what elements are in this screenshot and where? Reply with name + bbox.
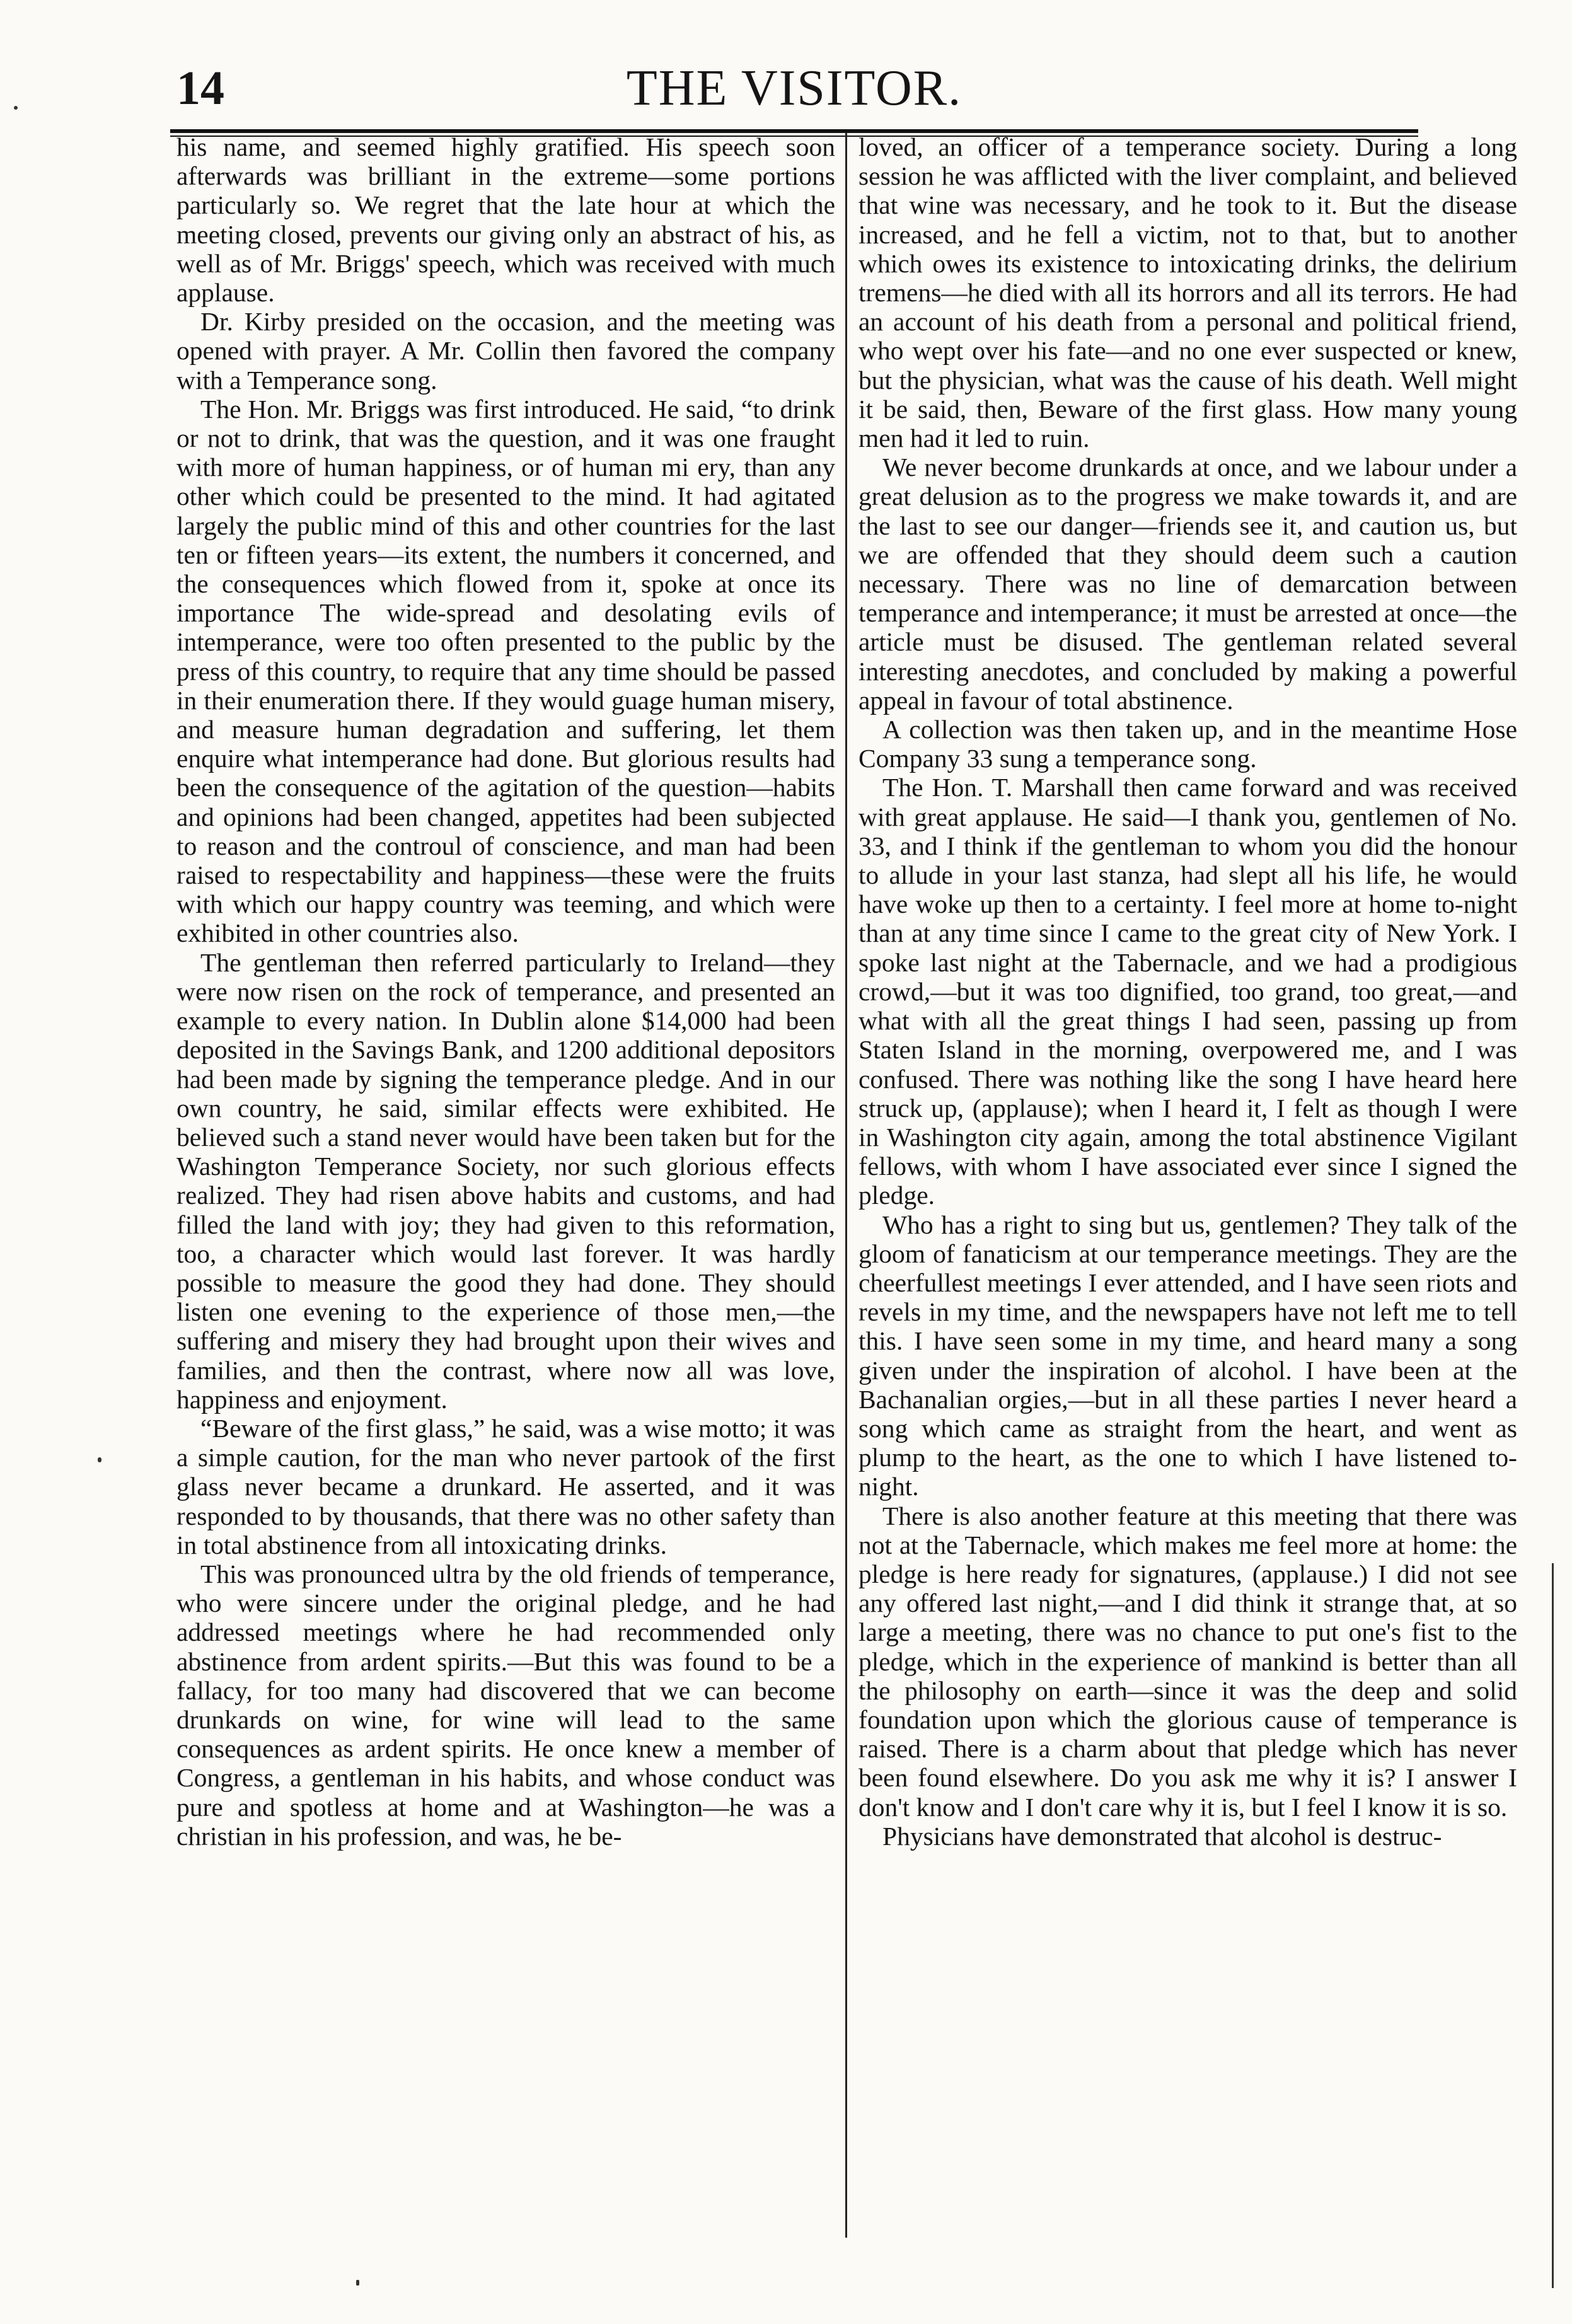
right-column xyxy=(858,132,1517,2238)
paragraph: Who has a right to sing but us, gentlemen? They talk of the gloom of fanaticism at our temperance meetings. They are the cheerfullest meetings I ever attended, and I have seen riots and revels in my time, and the newspapers have not left me to tell this. I have seen some in my time, and heard many a song given under the inspiration of alcohol. I have been at the Bachanalian orgies,—but in all these parties I never heard a song which came as straight from the heart, and went as plump to the heart, as the one to which I have listened to-night. xyxy=(858,1210,1517,1501)
paragraph: Physicians have demonstrated that alcohol is destruc- xyxy=(882,1821,1442,1851)
paragraph: This was pronounced ultra by the old friends of temperance, who were sincere under the original pledge, and he had addressed meetings where he had recommended only abstinence from ardent spirits.—But this was found to be a fallacy, for too many had discovered that we can become drunkards on wine, for wine will lead to the same consequences as ardent spirits. He once knew a member of Congress, a gentleman in his habits, and whose conduct was pure and spotless at home and at Washington—he was a christian in his profession, and was, he be- xyxy=(176,1559,835,1851)
paragraph: The Hon. T. Marshall then came forward and was received with great applause. He said—I thank you, gentlemen of No. 33, and I think if the gentleman to whom you did the honour to allude in your last stanza, had slept all his life, he would have woke up then to a certainty. I feel more at home to-night than at any time since I came to the great city of New York. I spoke last night at the Tabernacle, and we had a prodigious crowd,—but it was too dignified, too grand, too great,—and what with all the great things I had seen, passing up from Staten Island in the morning, overpowered me, and I was confused. There was nothing like the song I have heard here struck up, (applause); when I heard it, I felt as though I were in Washington city again, among the total abstinence Vigilant fellows, with whom I have associated ever since I signed the pledge. xyxy=(858,773,1517,1210)
margin-speck xyxy=(98,1457,101,1462)
margin-speck xyxy=(356,2280,359,2286)
paragraph: Dr. Kirby presided on the occasion, and the meeting was opened with prayer. A Mr. Collin then favored the company with a Temperance song. xyxy=(176,307,835,395)
newspaper-title: THE VISITOR. xyxy=(626,61,962,116)
paragraph: “Beware of the first glass,” he said, was a wise motto; it was a simple caution, for the man who never partook of the first glass never became a drunkard. He asserted, and it was responded to by thousands, that there was no other safety than in total abstinence from all intoxicating drinks. xyxy=(176,1413,835,1559)
paragraph: his name, and seemed highly gratified. His speech soon afterwards was brilliant in the extreme—some portions particularly so. We regret that the late hour at which the meeting closed, prevents our giving only an abstract of his, as well as of Mr. Briggs' speech, which was received with much applause. xyxy=(176,132,835,308)
column-divider xyxy=(845,132,847,2238)
paragraph: We never become drunkards at once, and we labour under a great delusion as to the progress we make towards it, and are the last to see our danger—friends see it, and caution us, but we are offended that they should deem such a caution necessary. There was no line of demarcation between temperance and intemperance; it must be arrested at once—the article must be disused. The gentleman related several interesting anecdotes, and concluded by making a powerful appeal in favour of total abstinence. xyxy=(858,453,1517,715)
paragraph: loved, an officer of a temperance society. During a long session he was afflicted with the liver complaint, and believed that wine was necessary, and he took to it. But the disease increased, and he fell a victim, not to that, but to another which owes its existence to intoxicating drinks, the delirium tremens—he died with all its horrors and all its terrors. He had an account of his death from a personal and political friend, who wept over his fate—and no one ever suspected or knew, but the physician, what was the cause of his death. Well might it be said, then, Beware of the first glass. How many young men had it led to ruin. xyxy=(858,132,1517,453)
paragraph: A collection was then taken up, and in the meantime Hose Company 33 sung a temperance song. xyxy=(858,715,1517,773)
paragraph: There is also another feature at this meeting that there was not at the Tabernacle, which makes me feel more at home: the pledge is here ready for signatures, (applause.) I did not see any offered last night,—and I did think it strange that, at so large a meeting, there was no chance to put one's fist to the pledge, which in the experience of mankind is better than all the philosophy on earth—since it was the deep and solid foundation upon which the glorious cause of temperance is raised. There is a charm about that pledge which has never been found elsewhere. Do you ask me why it is? I answer I don't know and I don't care why it is, but I feel I know it is so. xyxy=(858,1501,1517,1822)
left-column xyxy=(176,132,835,2238)
paragraph: The gentleman then referred particularly to Ireland—they were now risen on the rock of temperance, and presented an example to every nation. In Dublin alone $14,000 had been deposited in the Savings Bank, and 1200 additional depositors had been made by signing the temperance pledge. And in our own country, he said, similar effects were exhibited. He believed such a stand never would have been taken but for the Washington Temperance Society, nor such glorious effects realized. They had risen above habits and customs, and had filled the land with joy; they had given to this reformation, too, a character which would last forever. It was hardly possible to measure the good they had done. They should listen one evening to the experience of those men,—the suffering and misery they had brought upon their wives and families, and then the contrast, where now all was love, happiness and enjoyment. xyxy=(176,947,835,1414)
page-edge-rule xyxy=(1552,1563,1554,2288)
paragraph: The Hon. Mr. Briggs was first introduced. He said, “to drink or not to drink, that was the question, and it was one fraught with more of human happiness, or of human mi ery, than any other which could be presented to the mind. It had agitated largely the public mind of this and other countries for the last ten or fifteen years—its extent, the numbers it concerned, and the consequences which flowed from it, spoke at once its importance The wide-spread and desolating evils of intemperance, were too often presented to the public by the press of this country, to require that any time should be passed in their enumeration there. If they would guage human misery, and measure human degradation and suffering, let them enquire what intemperance had done. But glorious results had been the consequence of the agitation of the question—habits and opinions had been changed, appetites had been subjected to reason and the controul of conscience, and man had been raised to respectability and happiness—these were the fruits with which our happy country was teeming, and which were exhibited in other countries also. xyxy=(176,394,835,948)
page-header xyxy=(170,54,1418,129)
margin-speck xyxy=(14,106,18,110)
page-number: 14 xyxy=(176,62,224,115)
